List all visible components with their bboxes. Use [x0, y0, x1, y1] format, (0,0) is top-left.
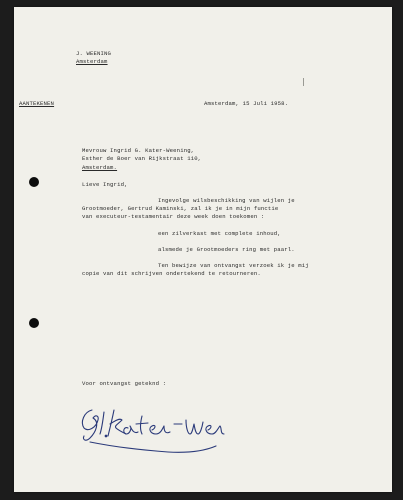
handwritten-signature	[70, 398, 230, 464]
bequest-item: een zilverkast met complete inhoud,	[158, 230, 281, 237]
salutation: Lieve Ingrid,	[82, 181, 128, 188]
sender-name: J. WEENING	[76, 50, 112, 57]
receipt-label: Voor ontvangst geteknd :	[82, 380, 167, 387]
recipient-city: Amsterdam.	[82, 164, 118, 171]
bequest-item: alsmede je Grootmoeders ring met paarl.	[158, 246, 295, 253]
registered-label: AANTEKENEN	[19, 100, 55, 107]
paper-mark	[303, 78, 304, 86]
punch-hole-top	[29, 177, 39, 187]
letter-date: Amsterdam, 15 Juli 1958.	[204, 100, 289, 107]
punch-hole-bottom	[29, 318, 39, 328]
paragraph-line: Ingevolge wilsbeschikking van wijlen je	[158, 197, 295, 204]
paragraph-line: van executeur-testamentair deze week doen toekomen :	[82, 213, 265, 220]
recipient-name: Mevrouw Ingrid G. Kater-Weening,	[82, 147, 195, 154]
paragraph-line: copie van dit schrijven ondertekend te retourneren.	[82, 270, 261, 277]
recipient-street: Esther de Boer van Rijkstraat 110,	[82, 155, 202, 162]
sender-city: Amsterdam	[76, 58, 108, 65]
paragraph-line: Ten bewijze van ontvangst verzoek ik je mij	[158, 262, 309, 269]
paragraph-line: Grootmoeder, Gertrud Kaminski, zal ik je in mijn functie	[82, 205, 279, 212]
